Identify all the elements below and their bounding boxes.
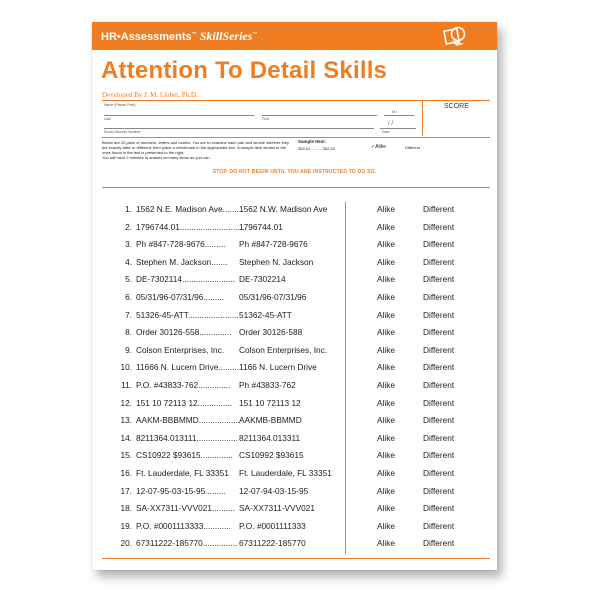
sample-item-pair: 352-01 ......... 352-01 (298, 146, 336, 151)
item-left: 12-07-95-03-15-95......... (136, 485, 226, 496)
different-option[interactable]: Different (423, 415, 455, 426)
alike-option[interactable]: Alike (377, 450, 395, 461)
alike-option[interactable]: Alike (377, 292, 395, 302)
item-left: 8211364.013111.................. (136, 432, 238, 443)
item-right: P.O. #0001111333 (239, 520, 306, 531)
item-right: 151 10 72113 12 (239, 397, 301, 408)
item-number: 3. (125, 239, 132, 250)
item-row (92, 274, 497, 286)
item-right: Colson Enterprises, Inc. (239, 344, 328, 355)
item-number: 6. (125, 292, 132, 302)
item-row (92, 310, 497, 322)
different-option[interactable]: Different (423, 538, 455, 549)
sample-alike-checked: ✓Alike (371, 144, 387, 150)
item-row (92, 257, 497, 269)
alike-option[interactable]: Alike (377, 380, 395, 390)
item-row (92, 362, 497, 374)
item-number: 11. (121, 380, 132, 390)
time-limit-note: You will have 2 minutes to answer as many items as you can. (102, 155, 211, 160)
item-left: 151 10 72113 12............... (136, 397, 233, 408)
different-option[interactable]: Different (423, 468, 455, 478)
orange-square-circle-logo-icon (442, 24, 468, 48)
item-right: 51362-45-ATT (239, 309, 292, 320)
item-right: Stephen N. Jackson (239, 256, 314, 267)
middle-initial-field[interactable] (384, 115, 414, 116)
date-separators: / / (388, 121, 394, 127)
alike-option[interactable]: Alike (377, 432, 395, 443)
first-name-field[interactable] (262, 115, 377, 116)
items-bottom-rule (102, 558, 490, 559)
assessment-sheet (92, 22, 497, 570)
sample-item-label: Sample Item: (298, 139, 327, 144)
item-right: 12-07-94-03-15-95 (239, 485, 309, 496)
different-option[interactable]: Different (423, 520, 455, 531)
item-number: 2. (125, 221, 132, 232)
item-right: Order 30126-588 (239, 327, 303, 338)
different-option[interactable]: Different (423, 274, 455, 285)
item-number: 4. (125, 256, 132, 267)
item-row (92, 380, 497, 392)
item-right: CS10992 $93615 (239, 450, 304, 461)
item-number: 17. (120, 485, 132, 496)
ssn-field[interactable] (104, 128, 374, 129)
item-row (92, 521, 497, 533)
item-row (92, 503, 497, 515)
item-right: 8211364.013311 (239, 432, 301, 443)
name-label: Name (Please Print) (104, 103, 136, 107)
item-row (92, 398, 497, 410)
item-left: 1796744.01............................. (136, 221, 247, 232)
mi-label: M.I. (392, 110, 398, 114)
author-line: Developed By J. M. Llobet, Ph.D. (102, 91, 198, 99)
header-bar (92, 22, 497, 50)
item-row (92, 450, 497, 462)
item-number: 1. (125, 204, 132, 214)
alike-option[interactable]: Alike (377, 538, 395, 549)
item-number: 18. (120, 503, 132, 514)
item-left: 11666 N. Lucern Drive......... (136, 362, 240, 373)
item-number: 19. (120, 520, 132, 531)
different-option[interactable]: Different (423, 292, 455, 302)
item-number: 9. (125, 344, 132, 355)
different-option[interactable]: Different (423, 432, 455, 443)
item-left: DE-7302114....................... (136, 274, 235, 285)
item-left: 67311222-185770............... (136, 538, 238, 549)
item-number: 20. (120, 538, 132, 549)
item-row (92, 538, 497, 550)
item-row (92, 433, 497, 445)
different-option[interactable]: Different (423, 344, 455, 355)
item-row (92, 415, 497, 427)
item-right: 1562 N.W. Madison Ave (239, 204, 328, 214)
item-number: 14. (120, 432, 132, 443)
alike-option[interactable]: Alike (377, 256, 395, 267)
last-label: Last (104, 117, 111, 121)
ssn-label: Social Security Number (104, 130, 141, 134)
different-option[interactable]: Different (423, 450, 455, 461)
item-right: 1166 N. Lucern Drive (239, 362, 317, 373)
sample-different: Different (405, 145, 421, 150)
item-left: Ph #847-728-9676......... (136, 239, 226, 250)
different-option[interactable]: Different (423, 380, 455, 390)
alike-option[interactable]: Alike (377, 239, 395, 250)
alike-option[interactable]: Alike (377, 309, 395, 320)
item-left: Order 30126-558.............. (136, 327, 232, 338)
item-left: AAKM-BBBMMD.................. (136, 415, 241, 426)
items-top-rule (102, 187, 490, 188)
alike-option[interactable]: Alike (377, 415, 395, 426)
alike-option[interactable]: Alike (377, 503, 395, 514)
alike-option[interactable]: Alike (377, 520, 395, 531)
alike-option[interactable]: Alike (377, 204, 395, 214)
item-number: 16. (120, 468, 132, 478)
item-number: 15. (120, 450, 132, 461)
item-right: 05/31/96-07/31/96 (239, 292, 307, 302)
alike-option[interactable]: Alike (377, 485, 395, 496)
item-left: 1562 N.E. Madison Ave......... (136, 204, 244, 214)
item-left: Ft. Lauderdale, FL 33351 (136, 468, 229, 478)
different-option[interactable]: Different (423, 327, 455, 338)
item-row (92, 486, 497, 498)
date-field[interactable] (380, 128, 416, 129)
item-left: P.O. #43833-762.............. (136, 380, 231, 390)
different-option[interactable]: Different (423, 204, 455, 214)
answer-column-divider (345, 202, 346, 554)
item-number: 10. (120, 362, 132, 373)
item-row (92, 239, 497, 251)
item-left: SA-XX7311-VVV021.......... (136, 503, 235, 514)
item-right: SA-XX7311-VVV021 (239, 503, 315, 514)
item-row (92, 327, 497, 339)
item-left: Colson Enterprises, Inc. (136, 344, 225, 355)
first-label: First (262, 117, 269, 121)
item-right: AAKMB-BBMMD (239, 415, 302, 426)
series-name: SkillSeries (199, 29, 253, 43)
brand-trademark: ™ (191, 31, 197, 38)
page-title: Attention To Detail Skills (101, 57, 388, 84)
instructions-text: Below are 20 pairs of numbers, letters and names. You are to examine each pair and decide whether they are exactly alike or different, then place a checkmark in the appropriate box. A sample item similar to the ones found in the test is presented to the right. (102, 140, 290, 155)
date-label: Date (382, 130, 390, 134)
item-row (92, 204, 497, 216)
item-left: P.O. #0001113333............ (136, 520, 232, 531)
alike-option[interactable]: Alike (377, 274, 395, 285)
item-row (92, 292, 497, 304)
alike-option[interactable]: Alike (377, 468, 395, 478)
alike-option[interactable]: Alike (377, 362, 395, 373)
item-number: 12. (120, 397, 132, 408)
item-left: 05/31/96-07/31/96......... (136, 292, 225, 302)
item-row (92, 222, 497, 234)
item-right: 67311222-185770 (239, 538, 306, 549)
different-option[interactable]: Different (423, 239, 455, 250)
item-number: 13. (120, 415, 132, 426)
different-option[interactable]: Different (423, 221, 455, 232)
stop-notice: STOP. DO NOT BEGIN UNTIL YOU ARE INSTRUCTED TO DO SO. (212, 169, 377, 175)
different-option[interactable]: Different (423, 309, 455, 320)
item-row (92, 345, 497, 357)
item-right: Ph #847-728-9676 (239, 239, 308, 250)
last-name-field[interactable] (104, 115, 254, 116)
item-number: 5. (125, 274, 132, 285)
item-right: Ft. Lauderdale, FL 33351 (239, 468, 332, 478)
brand-name (101, 29, 257, 44)
item-right: DE-7302214 (239, 274, 286, 285)
brand-text: HR•Assessments (101, 31, 192, 43)
item-right: 1796744.01 (239, 221, 283, 232)
score-label: SCORE (444, 103, 469, 110)
alike-option[interactable]: Alike (377, 344, 395, 355)
item-left: CS10922 $93615.............. (136, 450, 233, 461)
item-number: 8. (125, 327, 132, 338)
different-option[interactable]: Different (423, 397, 455, 408)
different-option[interactable]: Different (423, 485, 455, 496)
item-right: Ph #43833-762 (239, 380, 296, 390)
item-row (92, 468, 497, 480)
different-option[interactable]: Different (423, 503, 455, 514)
item-left: Stephen M. Jackson....... (136, 256, 228, 267)
alike-option[interactable]: Alike (377, 327, 395, 338)
alike-option[interactable]: Alike (377, 221, 395, 232)
different-option[interactable]: Different (423, 362, 455, 373)
series-trademark: ™ (252, 31, 258, 38)
item-left: 51326-45-ATT...................... (136, 309, 239, 320)
different-option[interactable]: Different (423, 256, 455, 267)
item-number: 7. (125, 309, 132, 320)
alike-option[interactable]: Alike (377, 397, 395, 408)
